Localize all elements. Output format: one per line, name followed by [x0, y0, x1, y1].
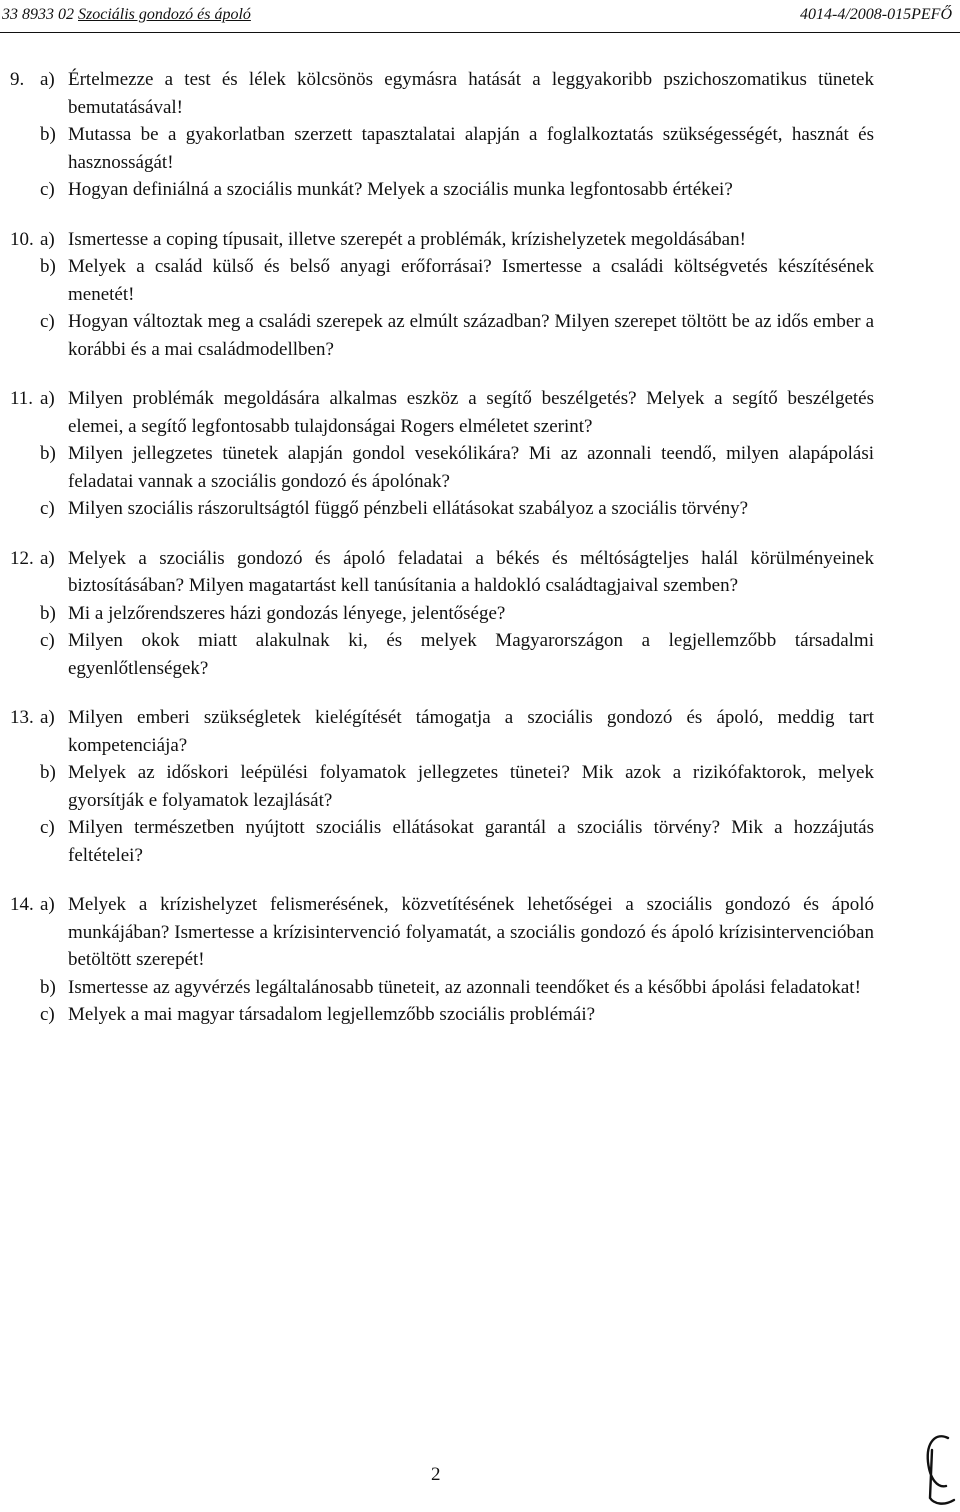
sub-question-b	[0, 974, 960, 1002]
question-9	[0, 66, 960, 204]
sub-question-c	[0, 176, 960, 204]
sub-question-c	[0, 495, 960, 523]
question-12	[0, 545, 960, 683]
question-number: 11.	[10, 388, 34, 409]
question-list	[0, 66, 960, 1051]
sub-text: Milyen emberi szükségletek kielégítését támogatja a szociális gondozó és ápoló, meddig tart kompetenciája?	[68, 707, 874, 756]
sub-text: Melyek a krízishelyzet felismerésének, közvetítésének lehetőségei a szociális gondozó és ápoló munkájában? Ismertesse a krízisintervenció folyamatát, a szociális gondozó és ápoló krízisintervencióban betöltött szerepét!	[68, 894, 874, 970]
sub-text: Milyen természetben nyújtott szociális ellátásokat garantál a szociális törvény? Mik a hozzájutás feltételei?	[68, 817, 874, 866]
sub-letter: c)	[40, 498, 55, 519]
sub-letter: c)	[40, 1004, 55, 1025]
question-11	[0, 385, 960, 523]
handwritten-signature	[918, 1428, 958, 1508]
sub-text: Mutassa be a gyakorlatban szerzett tapasztalatai alapján a foglalkoztatás szükségességét, hasznát és hasznosságát!	[68, 124, 874, 173]
sub-letter: b)	[40, 762, 56, 783]
sub-letter: b)	[40, 256, 56, 277]
sub-text: Milyen jellegzetes tünetek alapján gondol vesekólikára? Mi az azonnali teendő, milyen alapápolási feladatai vannak a szociális gondozó és ápolónak?	[68, 443, 874, 492]
sub-letter: a)	[40, 547, 55, 569]
question-13	[0, 704, 960, 869]
sub-letter: a)	[40, 707, 55, 728]
sub-text: Melyek a szociális gondozó és ápoló feladatai a békés és méltóságteljes halál körülményeinek biztosításában? Milyen magatartást kell tanúsítania a haldokló családtagjaival szemben?	[68, 547, 874, 596]
sub-question-b	[0, 440, 960, 495]
sub-text: Mi a jelzőrendszeres házi gondozás lényege, jelentősége?	[68, 602, 506, 624]
question-number: 14.	[10, 894, 34, 915]
sub-question-c	[0, 1001, 960, 1029]
sub-question-c	[0, 308, 960, 363]
sub-question-a	[0, 891, 960, 974]
sub-letter: a)	[40, 388, 55, 409]
sub-question-a	[0, 704, 960, 759]
sub-letter: b)	[40, 602, 56, 624]
page-header	[0, 4, 960, 30]
sub-question-c	[0, 627, 960, 682]
sub-letter: a)	[40, 69, 55, 90]
header-rule	[0, 32, 960, 33]
page-number: 2	[431, 1464, 441, 1485]
question-number: 10.	[10, 228, 34, 250]
sub-letter: c)	[40, 630, 55, 651]
sub-letter: b)	[40, 443, 56, 464]
sub-question-b	[0, 121, 960, 176]
sub-question-b	[0, 600, 960, 628]
sub-letter: b)	[40, 976, 56, 998]
sub-text: Melyek a mai magyar társadalom legjellemzőbb szociális problémái?	[68, 1004, 596, 1025]
sub-text: Hogyan definiálná a szociális munkát? Melyek a szociális munka legfontosabb értékei?	[68, 179, 733, 200]
sub-letter: a)	[40, 894, 55, 915]
sub-question-a	[0, 545, 960, 600]
sub-question-b	[0, 253, 960, 308]
sub-text: Hogyan változtak meg a családi szerepek az elmúlt században? Milyen szerepet töltött be az idős ember a korábbi és a mai családmodellben?	[68, 311, 874, 360]
sub-question-a	[0, 226, 960, 254]
sub-text: Milyen okok miatt alakulnak ki, és melyek Magyarországon a legjellemzőbb társadalmi egyenlőtlenségek?	[68, 630, 874, 679]
question-10	[0, 226, 960, 364]
sub-letter: c)	[40, 311, 55, 332]
sub-text: Ismertesse a coping típusait, illetve szerepét a problémák, krízishelyzetek megoldásában!	[68, 228, 746, 250]
sub-letter: a)	[40, 228, 55, 250]
question-14	[0, 891, 960, 1029]
sub-text: Melyek az időskori leépülési folyamatok jellegzetes tünetei? Mik azok a rizikófaktorok, melyek gyorsítják e folyamatok lezajlását?	[68, 762, 874, 811]
sub-text: Értelmezze a test és lélek kölcsönös egymásra hatását a leggyakoribb pszichoszomatikus tünetek bemutatásával!	[68, 69, 874, 118]
sub-text: Milyen szociális rászorultságtól függő pénzbeli ellátásokat szabályoz a szociális törvény?	[68, 498, 749, 519]
question-number: 12.	[10, 547, 34, 569]
header-program: Szociális gondozó és ápoló	[78, 6, 251, 23]
sub-question-c	[0, 814, 960, 869]
sub-question-a	[0, 66, 960, 121]
header-left	[2, 6, 251, 24]
sub-letter: c)	[40, 817, 55, 838]
header-code: 33 8933 02	[2, 6, 74, 23]
sub-question-b	[0, 759, 960, 814]
sub-text: Milyen problémák megoldására alkalmas eszköz a segítő beszélgetés? Melyek a segítő beszélgetés elemei, a segítő legfontosabb tulajdonságai Rogers elméletet szerint?	[68, 388, 874, 437]
sub-letter: c)	[40, 179, 55, 200]
header-doc-id: 4014-4/2008-015PEFŐ	[800, 6, 952, 23]
sub-text: Melyek a család külső és belső anyagi erőforrásai? Ismertesse a családi költségvetés készítésének menetét!	[68, 256, 874, 305]
question-number: 13.	[10, 707, 34, 728]
sub-question-a	[0, 385, 960, 440]
sub-letter: b)	[40, 124, 56, 145]
sub-text: Ismertesse az agyvérzés legáltalánosabb tüneteit, az azonnali teendőket és a későbbi ápolási feladatokat!	[68, 976, 861, 998]
question-number: 9.	[10, 69, 25, 90]
